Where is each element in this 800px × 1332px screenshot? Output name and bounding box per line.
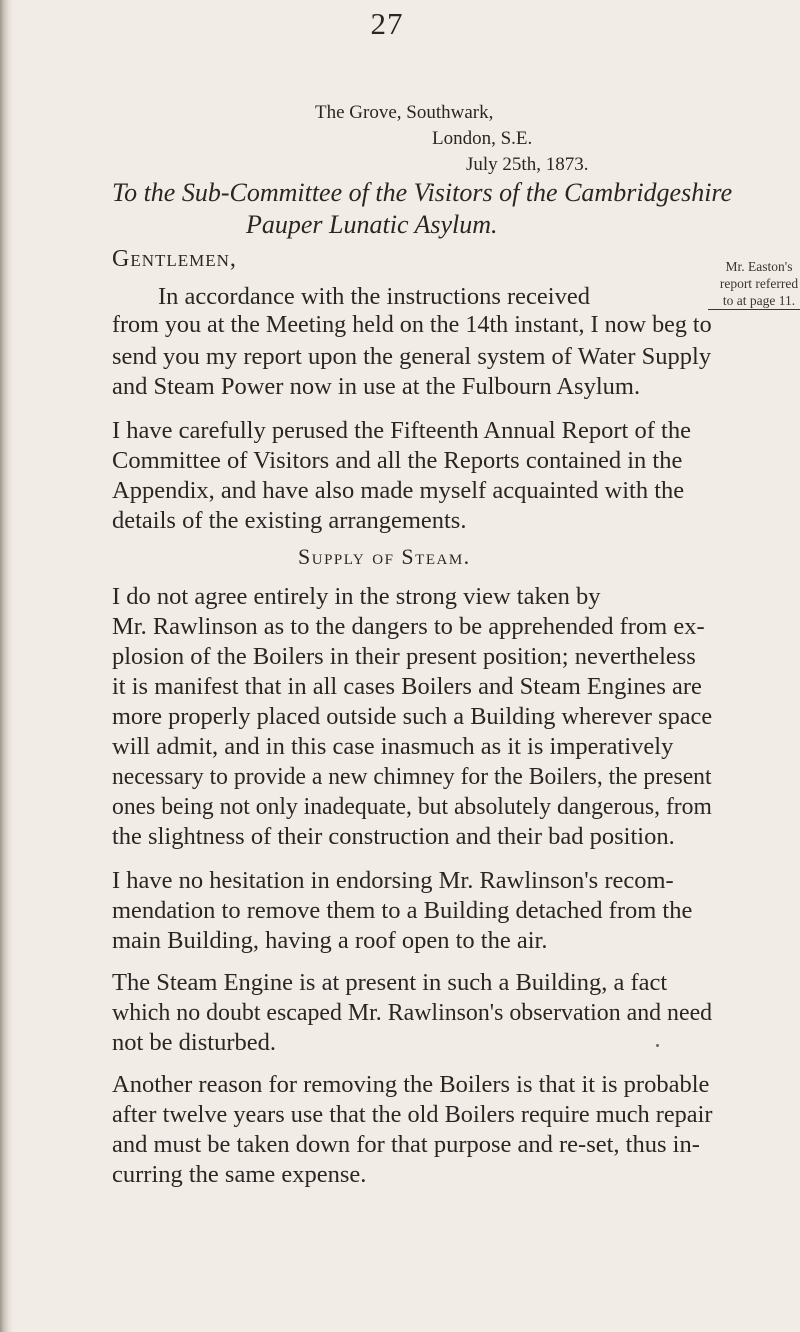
paragraph-1-line-2: from you at the Meeting held on the 14th instant, I now beg to	[112, 311, 712, 338]
paragraph-4-line-3: main Building, having a roof open to the air.	[112, 927, 548, 954]
recipient-line-2: Pauper Lunatic Asylum.	[246, 210, 498, 239]
paragraph-5-line-3: not be disturbed.	[112, 1029, 276, 1056]
paragraph-6-line-4: curring the same expense.	[112, 1161, 367, 1188]
page-number: 27	[370, 6, 404, 41]
paragraph-1-line-1: In accordance with the instructions received	[158, 283, 590, 310]
paragraph-3-line-2: Mr. Rawlinson as to the dangers to be apprehended from ex-	[112, 613, 705, 640]
address-line-1: The Grove, Southwark,	[315, 102, 494, 123]
paragraph-3-line-5: more properly placed outside such a Building wherever space	[112, 703, 713, 730]
margin-note-underline	[708, 309, 800, 310]
paragraph-4-line-1: I have no hesitation in endorsing Mr. Rawlinson's recom-	[112, 867, 674, 894]
margin-note	[700, 258, 800, 310]
paragraph-4-line-2: mendation to remove them to a Building detached from the	[112, 897, 693, 924]
paragraph-2-line-1: I have carefully perused the Fifteenth Annual Report of the	[112, 417, 691, 444]
paragraph-3-line-3: plosion of the Boilers in their present position; nevertheless	[112, 643, 696, 670]
salutation: Gentlemen,	[112, 246, 237, 272]
paragraph-5-line-1: The Steam Engine is at present in such a Building, a fact	[112, 969, 668, 996]
paragraph-3-line-4: it is manifest that in all cases Boilers and Steam Engines are	[112, 673, 702, 700]
paper-speck	[656, 1044, 659, 1047]
margin-note-line-1: Mr. Easton's	[725, 259, 793, 274]
section-heading: Supply of Steam.	[298, 544, 471, 569]
paragraph-5-line-2: which no doubt escaped Mr. Rawlinson's observation and need	[112, 999, 713, 1026]
paragraph-2-line-2: Committee of Visitors and all the Reports contained in the	[112, 447, 683, 474]
margin-note-line-3: to at page 11.	[722, 293, 796, 308]
page-binding-edge	[0, 0, 14, 1332]
paragraph-6-line-1: Another reason for removing the Boilers is that it is probable	[112, 1071, 710, 1098]
paragraph-3-line-9: the slightness of their construction and their bad position.	[112, 823, 675, 850]
address-date: July 25th, 1873.	[466, 154, 589, 175]
paragraph-1-line-3: send you my report upon the general system of Water Supply	[112, 343, 712, 370]
paragraph-6-line-2: after twelve years use that the old Boilers require much repair	[112, 1101, 713, 1128]
paragraph-2-line-4: details of the existing arrangements.	[112, 507, 467, 534]
paragraph-1-line-4: and Steam Power now in use at the Fulbourn Asylum.	[112, 373, 641, 400]
document-page	[22, 0, 800, 1332]
paragraph-3-line-6: will admit, and in this case inasmuch as it is imperatively	[112, 733, 674, 760]
margin-note-line-2: report referred	[719, 276, 799, 291]
paragraph-3-line-8: ones being not only inadequate, but absolutely dangerous, from	[112, 793, 712, 820]
paragraph-2-line-3: Appendix, and have also made myself acquainted with the	[112, 477, 685, 504]
address-line-2: London, S.E.	[432, 128, 533, 149]
paragraph-3-line-7: necessary to provide a new chimney for the Boilers, the present	[112, 763, 712, 790]
paragraph-3-line-1: I do not agree entirely in the strong view taken by	[112, 583, 601, 610]
paragraph-6-line-3: and must be taken down for that purpose and re-set, thus in-	[112, 1131, 700, 1158]
recipient-line-1: To the Sub-Committee of the Visitors of the Cambridgeshire	[112, 178, 733, 207]
